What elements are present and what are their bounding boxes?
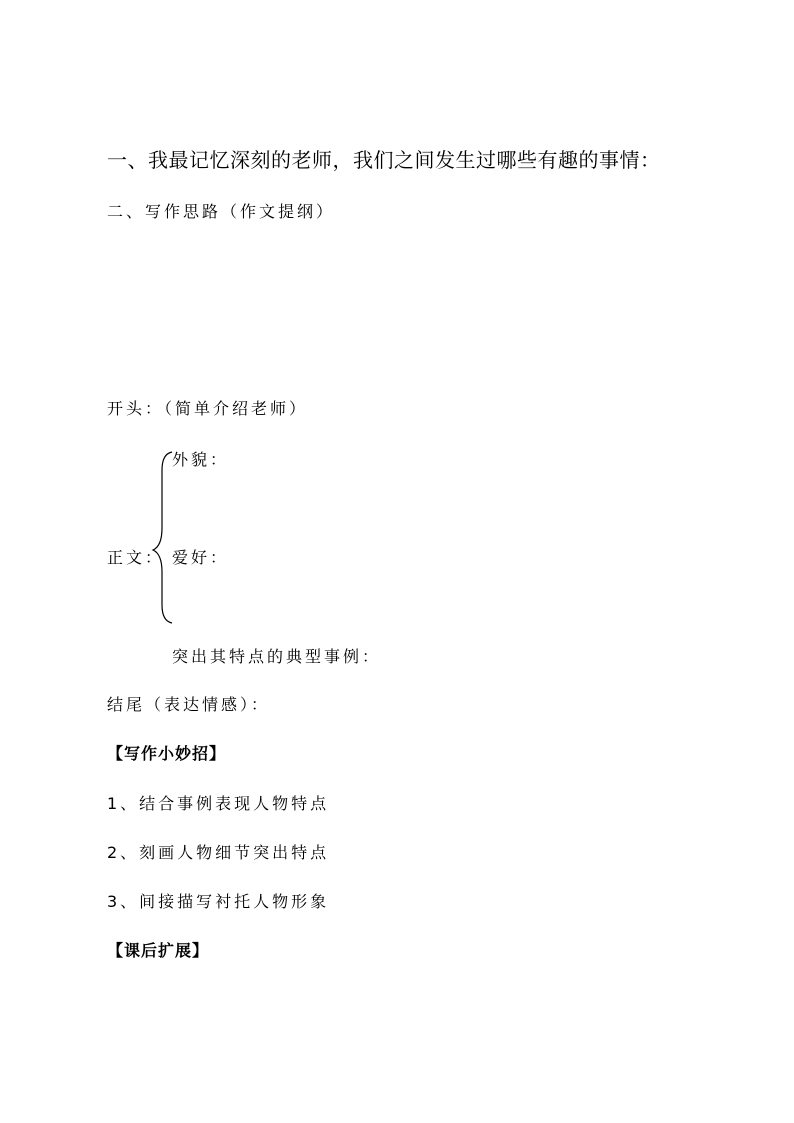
tips-title: 【写作小妙招】 bbox=[107, 744, 227, 763]
outline-typical-events: 突出其特点的典型事例： bbox=[172, 647, 382, 666]
tip-item-1: 1、结合事例表现人物特点 bbox=[107, 794, 330, 813]
outline-body-label: 正文： bbox=[107, 548, 165, 567]
outline-appearance: 外貌： bbox=[172, 450, 230, 469]
tip-item-2: 2、刻画人物细节突出特点 bbox=[107, 843, 330, 862]
question-heading-1: 一、我最记忆深刻的老师，我们之间发生过哪些有趣的事情： bbox=[107, 148, 661, 172]
outline-ending: 结尾（表达情感）： bbox=[107, 695, 271, 714]
outline-opening: 开头：（简单介绍老师） bbox=[107, 399, 309, 418]
outline-brace bbox=[150, 450, 174, 625]
after-class-title: 【课后扩展】 bbox=[107, 941, 210, 960]
tip-item-3: 3、间接描写衬托人物形象 bbox=[107, 892, 330, 911]
outline-hobby: 爱好： bbox=[172, 548, 230, 567]
question-heading-2: 二、写作思路（作文提纲） bbox=[107, 202, 336, 221]
